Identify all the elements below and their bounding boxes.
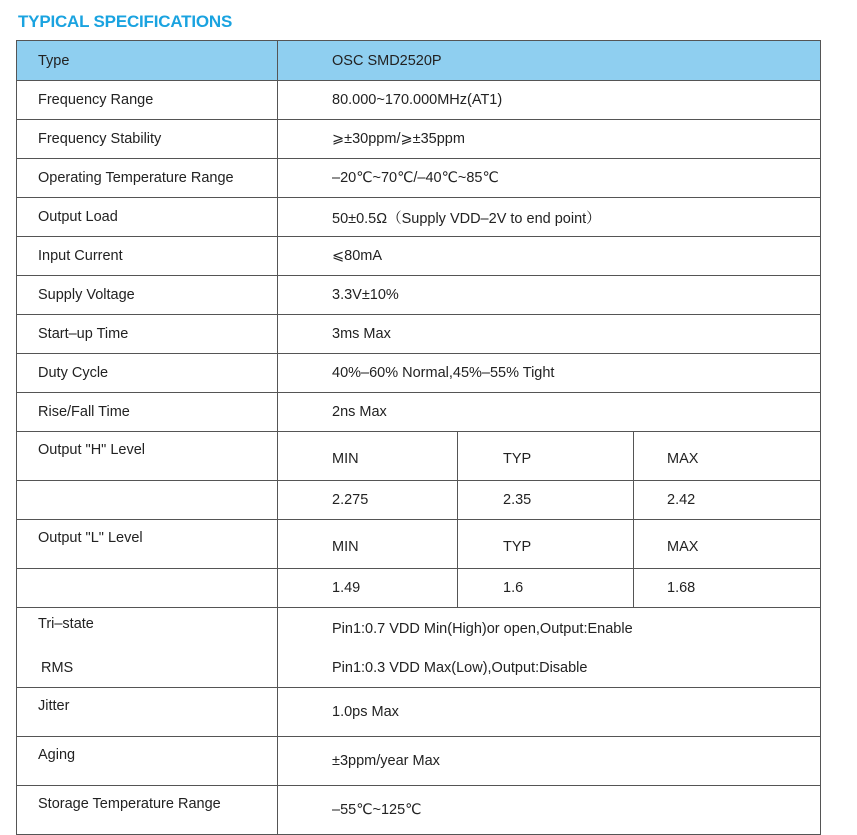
table-row: [17, 786, 821, 835]
output-l-min-label: MIN: [278, 520, 458, 569]
row-label: Duty Cycle: [17, 354, 278, 393]
table-row: [17, 198, 821, 237]
output-l-typ-value: 1.6: [458, 569, 634, 608]
table-row: [17, 393, 821, 432]
table-row: [17, 276, 821, 315]
row-value: 40%–60% Normal,45%–55% Tight: [278, 354, 821, 393]
output-l-values-row: [17, 569, 821, 608]
row-label: Frequency Stability: [17, 120, 278, 159]
output-h-max-value: 2.42: [634, 481, 821, 520]
table-row: [17, 120, 821, 159]
row-value: 2ns Max: [278, 393, 821, 432]
table-row: [17, 159, 821, 198]
empty-cell: [17, 569, 278, 608]
row-label: Input Current: [17, 237, 278, 276]
output-l-header-row: [17, 520, 821, 569]
section-title: TYPICAL SPECIFICATIONS: [18, 12, 233, 31]
tristate-label: Tri–state: [38, 616, 94, 632]
row-value: –20℃~70℃/–40℃~85℃: [278, 159, 821, 198]
row-label: Rise/Fall Time: [17, 393, 278, 432]
table-row: [17, 315, 821, 354]
row-value: 3ms Max: [278, 315, 821, 354]
tristate-enable-value: Pin1:0.7 VDD Min(High)or open,Output:Enable: [332, 621, 633, 637]
output-l-typ-label: TYP: [458, 520, 634, 569]
specifications-table: [16, 40, 821, 835]
row-value: ⩾±30ppm/⩾±35ppm: [278, 120, 821, 159]
row-value: 1.0ps Max: [278, 688, 821, 737]
output-h-typ-label: TYP: [458, 432, 634, 481]
tristate-value-cell: [278, 608, 821, 688]
empty-cell: [17, 481, 278, 520]
table-row: [17, 688, 821, 737]
row-value: –55℃~125℃: [278, 786, 821, 835]
row-label: Jitter: [17, 688, 278, 737]
output-h-label: Output "H" Level: [17, 432, 278, 481]
tristate-label-cell: [17, 608, 278, 688]
row-label: Aging: [17, 737, 278, 786]
row-label: Start–up Time: [17, 315, 278, 354]
output-l-label: Output "L" Level: [17, 520, 278, 569]
row-value: ±3ppm/year Max: [278, 737, 821, 786]
table-row: [17, 737, 821, 786]
row-label: Operating Temperature Range: [17, 159, 278, 198]
rms-label: RMS: [41, 660, 74, 676]
tristate-row: [17, 608, 821, 688]
table-header-row: [17, 41, 821, 81]
output-l-max-value: 1.68: [634, 569, 821, 608]
output-h-max-label: MAX: [634, 432, 821, 481]
output-h-values-row: [17, 481, 821, 520]
row-value: ⩽80mA: [278, 237, 821, 276]
row-value: 50±0.5Ω（Supply VDD–2V to end point）: [278, 198, 821, 237]
row-label: Supply Voltage: [17, 276, 278, 315]
header-label: Type: [17, 41, 278, 81]
row-label: Frequency Range: [17, 81, 278, 120]
header-value: OSC SMD2520P: [278, 41, 821, 81]
output-l-min-value: 1.49: [278, 569, 458, 608]
table-row: [17, 81, 821, 120]
output-h-typ-value: 2.35: [458, 481, 634, 520]
tristate-disable-value: Pin1:0.3 VDD Max(Low),Output:Disable: [332, 660, 588, 676]
row-label: Storage Temperature Range: [17, 786, 278, 835]
output-h-min-label: MIN: [278, 432, 458, 481]
row-value: 3.3V±10%: [278, 276, 821, 315]
table-row: [17, 237, 821, 276]
table-row: [17, 354, 821, 393]
output-h-header-row: [17, 432, 821, 481]
row-value: 80.000~170.000MHz(AT1): [278, 81, 821, 120]
row-label: Output Load: [17, 198, 278, 237]
output-l-max-label: MAX: [634, 520, 821, 569]
output-h-min-value: 2.275: [278, 481, 458, 520]
